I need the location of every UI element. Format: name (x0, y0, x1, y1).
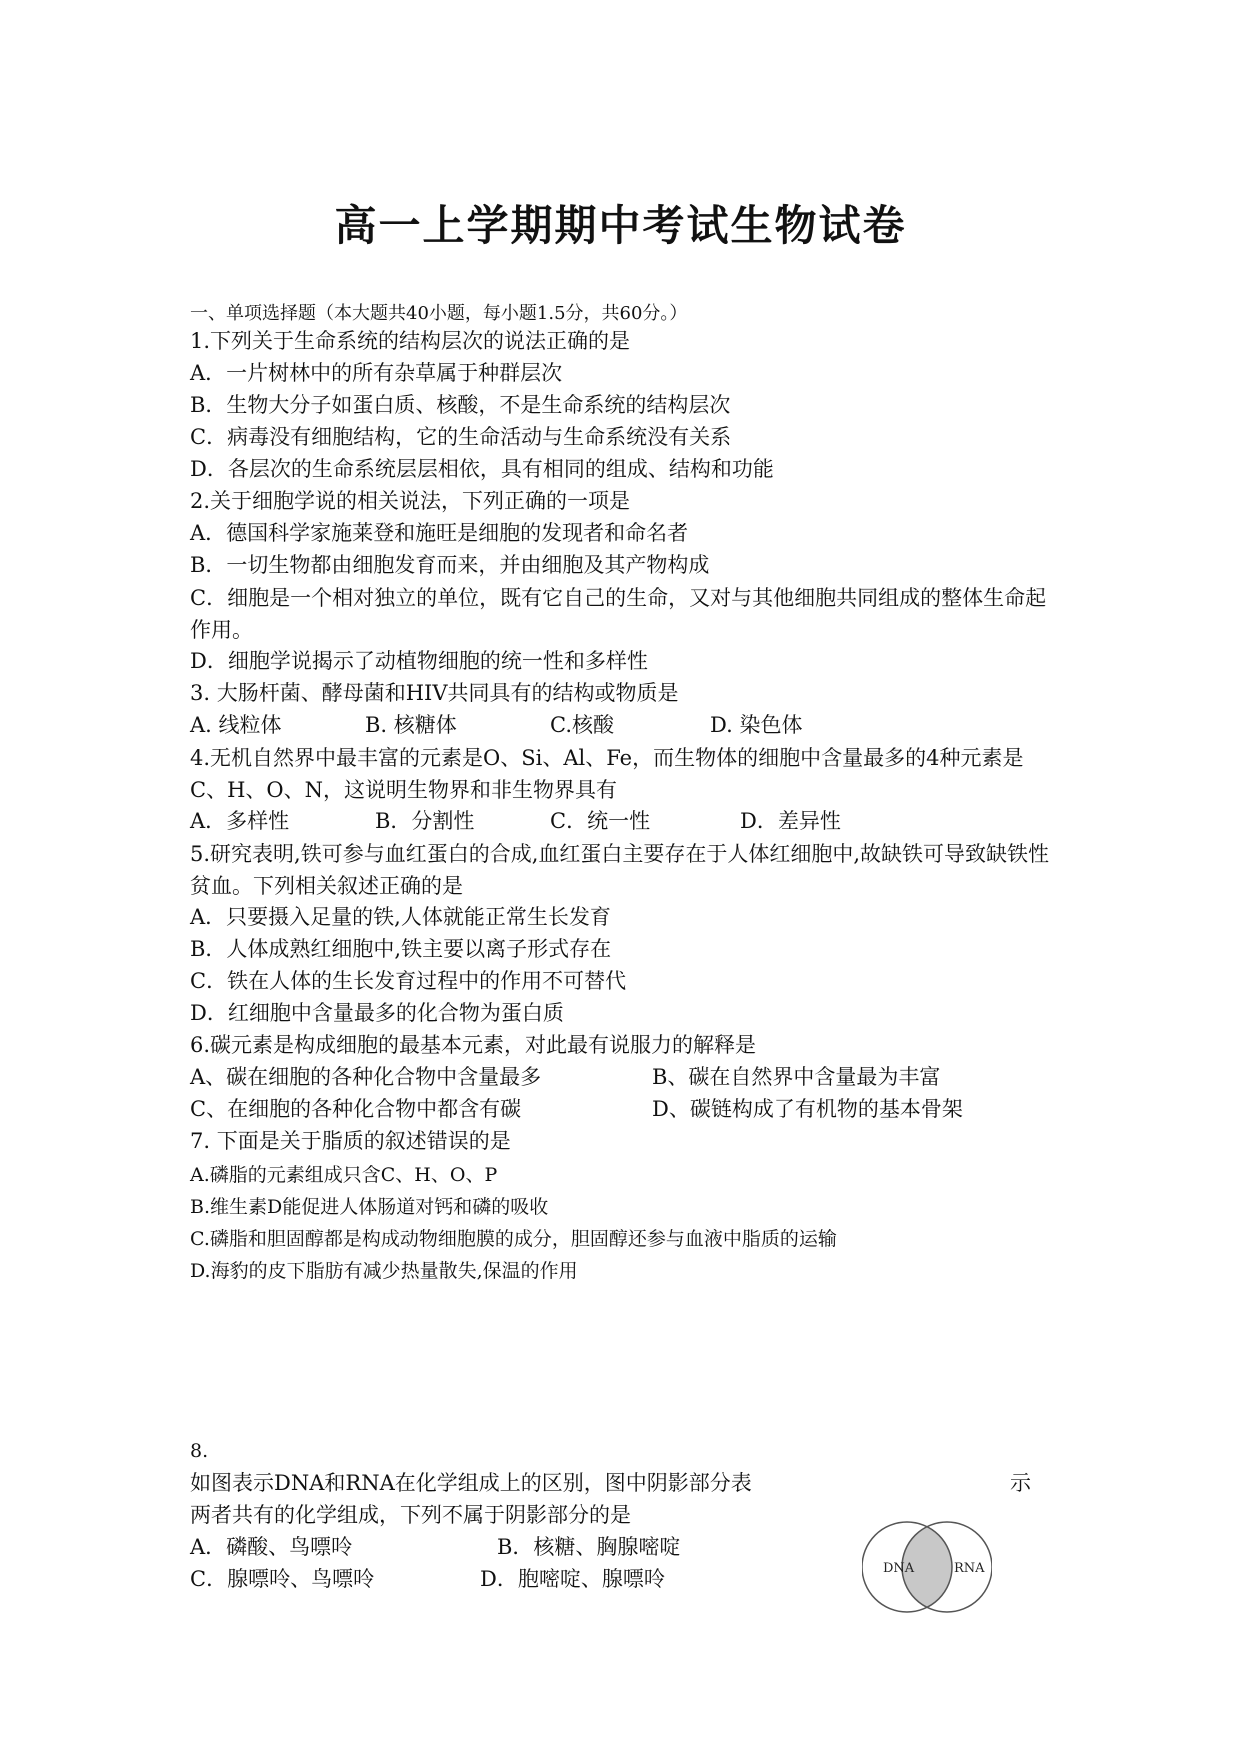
q5-option-a: A．只要摄入足量的铁,人体就能正常生长发育 (190, 905, 611, 929)
section-heading: 一、单项选择题（本大题共40小题，每小题1.5分，共60分。） (190, 303, 688, 324)
q6-option-c: C、在细胞的各种化合物中都含有碳 (190, 1097, 522, 1121)
q6-option-a: A、碳在细胞的各种化合物中含量最多 (190, 1065, 542, 1089)
q6-row2 (190, 1094, 963, 1124)
q8-option-a: A．磷酸、鸟嘌呤 (190, 1535, 353, 1559)
q1-option-c: C．病毒没有细胞结构，它的生命活动与生命系统没有关系 (190, 425, 732, 449)
q8-stem-line1: 如图表示DNA和RNA在化学组成上的区别，图中阴影部分表 (190, 1471, 752, 1495)
q4-stem: 4.无机自然界中最丰富的元素是O、Si、Al、Fe，而生物体的细胞中含量最多的4种元素是C、H、O、N，这说明生物界和非生物界具有 (190, 746, 1024, 802)
q8-option-c: C．腺嘌呤、鸟嘌呤 (190, 1567, 375, 1591)
q3-option-c: C.核酸 (550, 713, 614, 737)
q6-stem: 6.碳元素是构成细胞的最基本元素，对此最有说服力的解释是 (190, 1033, 757, 1057)
q5-option-c: C．铁在人体的生长发育过程中的作用不可替代 (190, 969, 627, 993)
q2-option-c: C．细胞是一个相对独立的单位，既有它自己的生命，又对与其他细胞共同组成的整体生命起作用。 (190, 586, 1047, 642)
q6-option-d: D、碳链构成了有机物的基本骨架 (652, 1097, 963, 1121)
q3-option-d: D. 染色体 (710, 713, 803, 737)
q7-option-c: C.磷脂和胆固醇都是构成动物细胞膜的成分，胆固醇还参与血液中脂质的运输 (190, 1228, 837, 1250)
q8-row2 (190, 1564, 665, 1594)
venn-rna-label: RNA (954, 1561, 985, 1576)
q4-option-b: B．分割性 (375, 809, 475, 833)
q8-row1 (190, 1532, 680, 1562)
q7-option-a: A.磷脂的元素组成只含C、H、O、P (190, 1164, 498, 1186)
q7-option-d: D.海豹的皮下脂肪有减少热量散失,保温的作用 (190, 1260, 578, 1282)
venn-dna-label: DNA (883, 1561, 915, 1576)
q1-stem: 1.下列关于生命系统的结构层次的说法正确的是 (190, 329, 631, 353)
q7-option-b: B.维生素D能促进人体肠道对钙和磷的吸收 (190, 1196, 549, 1218)
q5-stem: 5.研究表明,铁可参与血红蛋白的合成,血红蛋白主要存在于人体红细胞中,故缺铁可导致缺铁性贫血。下列相关叙述正确的是 (190, 842, 1050, 898)
q1-option-d: D．各层次的生命系统层层相依，具有相同的组成、结构和功能 (190, 457, 774, 481)
dna-rna-venn-diagram (862, 1505, 992, 1629)
q4-option-d: D．差异性 (740, 809, 841, 833)
q3-options (190, 710, 802, 740)
exam-title: 高一上学期期中考试生物试卷 (334, 201, 907, 250)
q8-number: 8. (190, 1440, 209, 1462)
q5-option-d: D．红细胞中含量最多的化合物为蛋白质 (190, 1001, 564, 1025)
q8-stem-line2: 两者共有的化学组成，下列不属于阴影部分的是 (190, 1503, 631, 1527)
q4-options (190, 806, 841, 836)
q2-option-b: B．一切生物都由细胞发育而来，并由细胞及其产物构成 (190, 553, 710, 577)
q8-option-b: B．核糖、胸腺嘧啶 (497, 1535, 681, 1559)
q1-option-b: B．生物大分子如蛋白质、核酸，不是生命系统的结构层次 (190, 393, 731, 417)
q3-option-a: A. 线粒体 (190, 713, 282, 737)
q6-option-b: B、碳在自然界中含量最为丰富 (652, 1065, 941, 1089)
q4-option-c: C．统一性 (550, 809, 651, 833)
q8-option-d: D．胞嘧啶、腺嘌呤 (480, 1567, 665, 1591)
q3-stem: 3. 大肠杆菌、酵母菌和HIV共同具有的结构或物质是 (190, 681, 679, 705)
q1-option-a: A．一片树林中的所有杂草属于种群层次 (190, 361, 563, 385)
q2-option-d: D．细胞学说揭示了动植物细胞的统一性和多样性 (190, 649, 648, 673)
q6-row1 (190, 1062, 940, 1092)
q2-option-a: A．德国科学家施莱登和施旺是细胞的发现者和命名者 (190, 521, 689, 545)
q7-stem: 7. 下面是关于脂质的叙述错误的是 (190, 1129, 511, 1153)
q8-stem-line1-end: 示 (1010, 1471, 1031, 1495)
q3-option-b: B. 核糖体 (365, 713, 457, 737)
q4-option-a: A．多样性 (190, 809, 290, 833)
q5-option-b: B．人体成熟红细胞中,铁主要以离子形式存在 (190, 937, 612, 961)
q2-stem: 2.关于细胞学说的相关说法，下列正确的一项是 (190, 489, 631, 513)
